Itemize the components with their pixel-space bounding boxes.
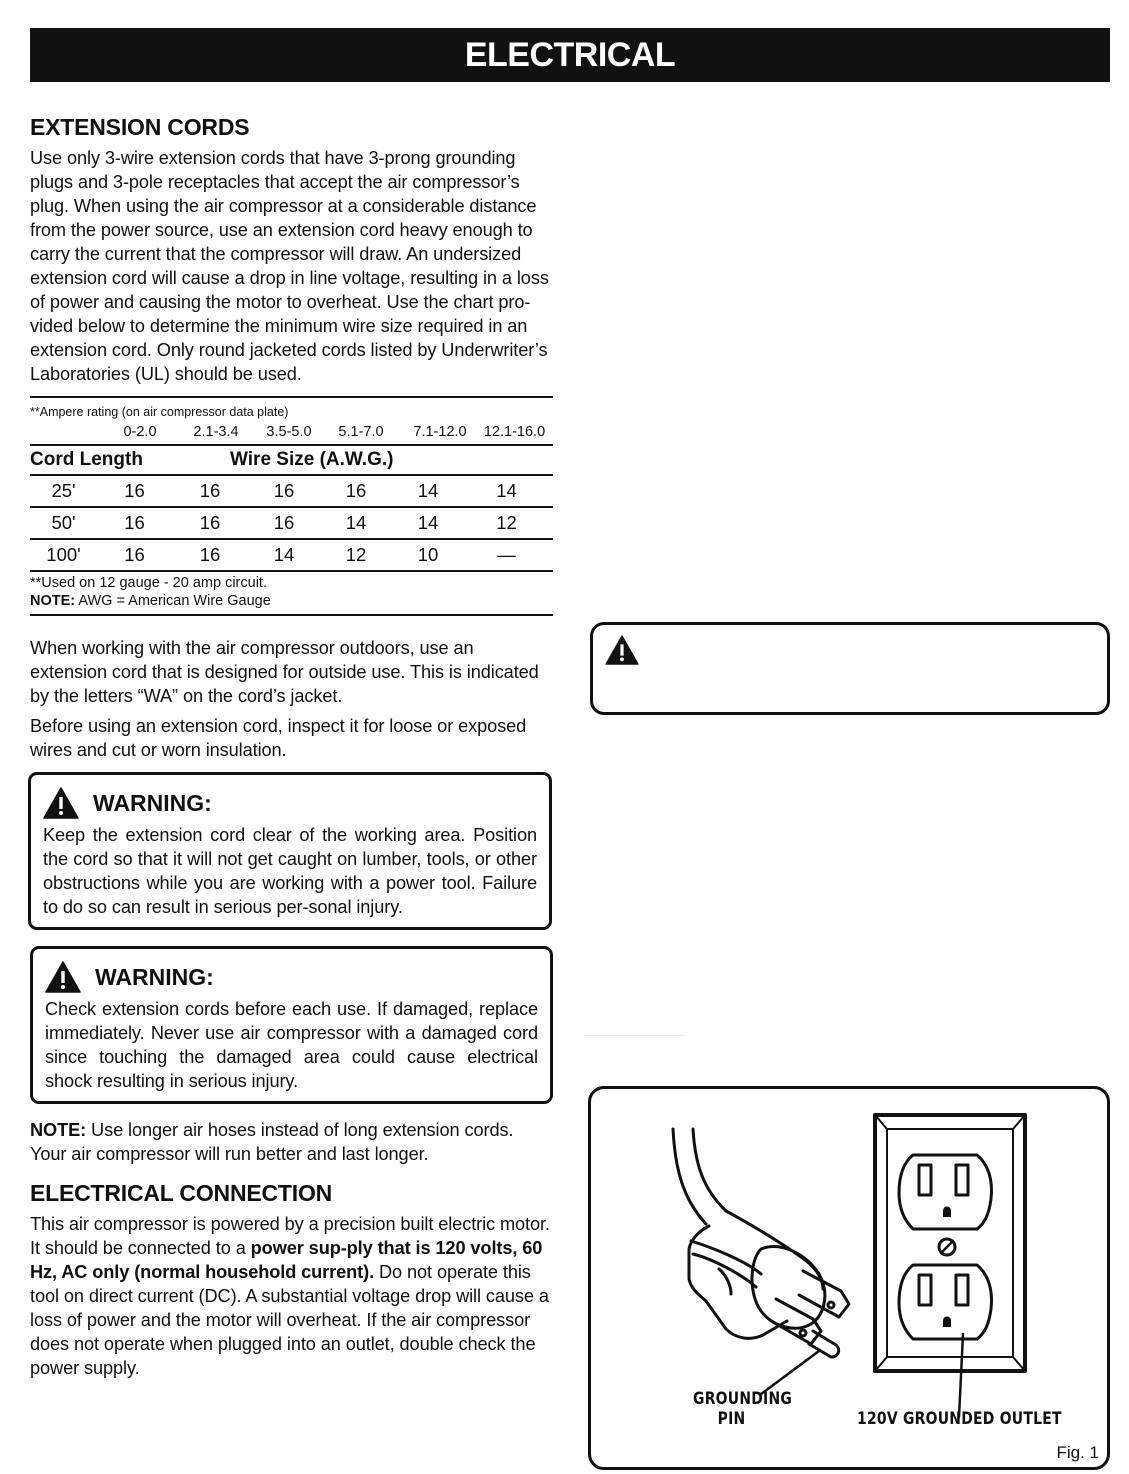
page-title: ELECTRICAL bbox=[464, 36, 676, 74]
wire-size-cell: 16 bbox=[345, 480, 367, 501]
warning-triangle-icon bbox=[45, 961, 81, 993]
wire-size-cell: 16 bbox=[124, 544, 145, 565]
wire-size-cell: 16 bbox=[124, 480, 145, 501]
ampere-range: 0-2.0 bbox=[123, 424, 157, 440]
ampere-range: 7.1-12.0 bbox=[413, 424, 467, 440]
wire-size-cell: 16 bbox=[199, 512, 221, 533]
page-title-bar bbox=[30, 28, 1110, 82]
plug-grip bbox=[719, 1269, 731, 1294]
grounding-pin-label bbox=[693, 1389, 792, 1429]
warning-label: WARNING: bbox=[95, 963, 214, 990]
ampere-range: 12.1-16.0 bbox=[483, 424, 546, 440]
figure-plug-outlet bbox=[588, 1086, 1110, 1470]
grounding-pin bbox=[809, 1331, 839, 1357]
slot-top-left bbox=[919, 1165, 931, 1195]
wire-size-cell: 16 bbox=[273, 512, 295, 533]
table-header-row bbox=[30, 444, 553, 476]
wire-size-table bbox=[30, 396, 553, 616]
plug-prong-bottom bbox=[773, 1299, 821, 1344]
figure-caption: Fig. 1 bbox=[1056, 1443, 1099, 1462]
plug-face bbox=[752, 1247, 825, 1329]
wire-size-cell: 14 bbox=[496, 480, 517, 501]
note-text: Use longer air hoses instead of long extension cords. Your air compressor will run better and last longer. bbox=[30, 1120, 514, 1164]
awg-note-label: NOTE: bbox=[30, 593, 76, 609]
wire-size-cell: 14 bbox=[345, 512, 367, 533]
slot-bottom-left bbox=[919, 1275, 931, 1305]
outlet-label: 120V GROUNDED OUTLET bbox=[857, 1409, 1062, 1429]
grounding-label-line1: GROUNDING bbox=[693, 1389, 793, 1409]
outdoor-use-text: When working with the air compressor outdoors, use an extension cord that is designed for outside use. This is indicated by the letters “WA” on the cord’s jacket. bbox=[30, 638, 539, 706]
connection-text-bold: power sup-ply that is 120 volts, 60 Hz, AC only (normal household current). bbox=[30, 1238, 543, 1282]
wire-size-cell: 14 bbox=[273, 544, 295, 565]
wire-size-cell: 16 bbox=[273, 480, 295, 501]
circuit-footnote: **Used on 12 gauge - 20 amp circuit. bbox=[30, 575, 267, 591]
slot-top-right bbox=[956, 1165, 968, 1195]
cord-length-cell: 25' bbox=[51, 480, 76, 501]
left-column bbox=[30, 112, 553, 1380]
plug-ridge-2 bbox=[693, 1254, 756, 1287]
empty-warning-box bbox=[590, 622, 1110, 715]
wire-size-cell: 10 bbox=[417, 544, 439, 565]
warning-triangle-icon bbox=[605, 635, 639, 665]
wire-size-cell: 16 bbox=[124, 512, 145, 533]
connection-text-2: Do not operate this tool on direct current (DC). A substantial voltage drop will cause a loss of power and the motor will overheat. If the air compressor does not operate when plugged into an outlet, double check the power supply. bbox=[30, 1262, 549, 1378]
awg-note-text: AWG = American Wire Gauge bbox=[75, 593, 271, 609]
ampere-ranges-row bbox=[30, 422, 553, 444]
warning-box-check-cords bbox=[30, 946, 553, 1104]
extension-cords-intro: Use only 3-wire extension cords that have 3-prong grounding plugs and 3-pole receptacles that accept the air compressor’s plug. When using the air compressor at a considerable distance from the power source, use an extension cord heavy enough to carry the current that the compressor will draw. An undersized extension cord will cause a drop in line voltage, resulting in a loss of power and causing the motor to overheat. Use the chart pro-vided below to determine the minimum wire size required in an extension cord. Only round jacketed cords listed by Underwriter’s Laboratories (UL) should be used. bbox=[30, 148, 549, 384]
wire-size-cell: 14 bbox=[417, 480, 439, 501]
wire-size-cell: — bbox=[497, 544, 516, 565]
warning-triangle-icon bbox=[43, 787, 79, 819]
electrical-connection-text bbox=[30, 1212, 553, 1380]
note-label: NOTE: bbox=[30, 1120, 87, 1140]
grounding-label-line2: PIN bbox=[717, 1409, 746, 1429]
table-footnote bbox=[30, 572, 553, 616]
header-cord-length: Cord Length bbox=[30, 449, 143, 470]
slot-bottom-right bbox=[956, 1275, 968, 1305]
ground-hole-top bbox=[943, 1207, 951, 1218]
ampere-range: 5.1-7.0 bbox=[338, 424, 384, 440]
cord-line-inner bbox=[693, 1129, 726, 1211]
cord-length-cell: 100' bbox=[46, 544, 81, 565]
ground-hole-bottom bbox=[943, 1317, 951, 1328]
cord-length-cell: 50' bbox=[51, 512, 76, 533]
table-row bbox=[30, 476, 553, 508]
ampere-range: 2.1-3.4 bbox=[193, 424, 239, 440]
table-row bbox=[30, 540, 553, 572]
wire-size-cell: 16 bbox=[199, 544, 221, 565]
warning-box-cord-clear bbox=[28, 772, 552, 930]
grounding-pin-leader bbox=[761, 1351, 819, 1394]
outlet-leader bbox=[959, 1334, 963, 1417]
air-hose-note bbox=[30, 1118, 553, 1166]
inspect-cord-text: Before using an extension cord, inspect it for loose or exposed wires and cut or worn insulation. bbox=[30, 716, 527, 760]
faint-divider bbox=[584, 1035, 684, 1036]
warning-text: Check extension cords before each use. If damaged, replace immediately. Never use air compressor with a damaged cord since touching the damaged area could cause electrical shock resulting in serious injury. bbox=[45, 999, 538, 1091]
awg-note bbox=[30, 592, 553, 610]
wire-size-cell: 16 bbox=[199, 480, 221, 501]
header-wire-size: Wire Size (A.W.G.) bbox=[230, 449, 394, 470]
warning-text: Keep the extension cord clear of the working area. Position the cord so that it will not get caught on lumber, tools, or other obstructions while you are working with a power tool. Failure to do so can result in serious per-sonal injury. bbox=[43, 825, 537, 917]
ampere-range: 3.5-5.0 bbox=[266, 424, 312, 440]
wire-size-cell: 14 bbox=[417, 512, 439, 533]
table-row bbox=[30, 508, 553, 540]
warning-label: WARNING: bbox=[93, 789, 212, 816]
electrical-connection-heading: ELECTRICAL CONNECTION bbox=[30, 1180, 333, 1206]
receptacle-bottom bbox=[899, 1265, 991, 1339]
wire-size-cell: 12 bbox=[345, 544, 367, 565]
connection-text-1: This air compressor is powered by a precision built electric motor. It should be connected to a bbox=[30, 1214, 550, 1258]
receptacle-top bbox=[899, 1155, 991, 1229]
extension-cords-heading: EXTENSION CORDS bbox=[30, 114, 250, 140]
ampere-rating-note: **Ampere rating (on air compressor data plate) bbox=[30, 405, 289, 419]
wire-size-cell: 12 bbox=[496, 512, 517, 533]
